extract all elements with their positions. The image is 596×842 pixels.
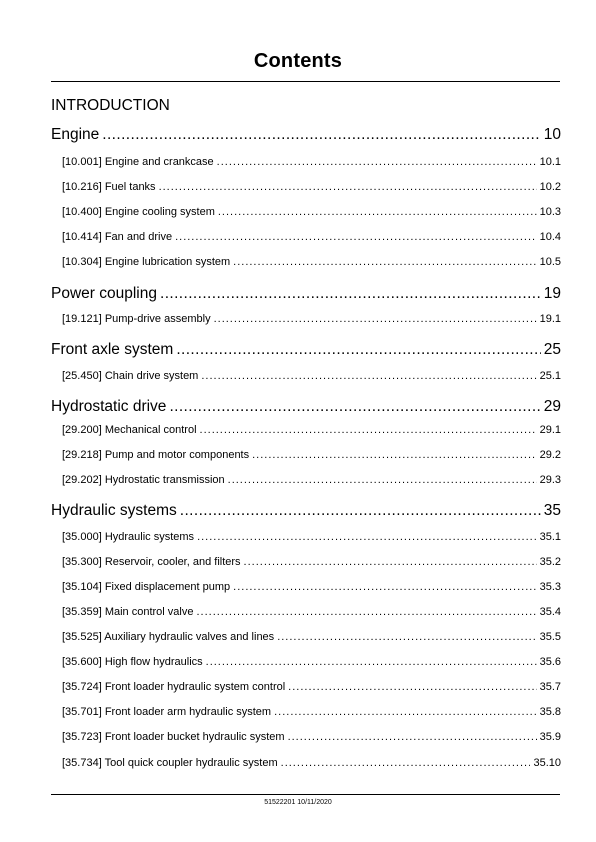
- toc-entry-label: Power coupling: [51, 285, 157, 302]
- toc-entry[interactable]: [62, 370, 561, 382]
- toc-entry-page: 35.9: [539, 731, 561, 743]
- toc-entry-page: 35: [543, 502, 561, 519]
- toc-entry-page: 35.1: [539, 531, 561, 543]
- toc-entry-label: [35.724] Front loader hydraulic system control: [62, 681, 286, 693]
- intro-link[interactable]: INTRODUCTION: [51, 97, 170, 114]
- toc-entry-page: 10: [543, 126, 561, 143]
- toc-entry-label: Hydrostatic drive: [51, 398, 167, 415]
- toc-entry[interactable]: [62, 156, 561, 168]
- toc-entry-page: 29.1: [539, 424, 561, 436]
- dot-leader: [214, 313, 537, 325]
- toc-entry-page: 35.4: [539, 606, 561, 618]
- toc-entry[interactable]: [62, 706, 561, 718]
- dot-leader: [176, 341, 540, 359]
- toc-entry-page: 25.1: [539, 370, 561, 382]
- toc-entry[interactable]: [62, 656, 561, 668]
- toc-entry-label: [10.400] Engine cooling system: [62, 206, 215, 218]
- toc-entry-label: [29.218] Pump and motor components: [62, 449, 250, 461]
- dot-leader: [102, 126, 540, 144]
- toc-entry-label: [35.359] Main control valve: [62, 606, 194, 618]
- dot-leader: [277, 631, 536, 643]
- toc-entry-page: 10.2: [539, 181, 561, 193]
- toc-section[interactable]: [51, 502, 561, 520]
- toc-entry[interactable]: [62, 531, 561, 543]
- toc-entry[interactable]: [62, 449, 561, 461]
- dot-leader: [274, 706, 536, 718]
- toc-entry-page: 35.8: [539, 706, 561, 718]
- toc-entry[interactable]: [62, 757, 561, 769]
- toc-entry[interactable]: [62, 474, 561, 486]
- toc-entry-page: 19: [543, 285, 561, 302]
- dot-leader: [160, 285, 541, 303]
- footer-divider: [51, 794, 560, 795]
- footer-doc-id: 51522201 10/11/2020: [264, 799, 332, 806]
- dot-leader: [169, 398, 540, 416]
- dot-leader: [288, 731, 537, 743]
- toc-entry[interactable]: [62, 424, 561, 436]
- dot-leader: [281, 757, 531, 769]
- toc-entry[interactable]: [62, 731, 561, 743]
- dot-leader: [196, 606, 536, 618]
- toc-entry-page: 10.3: [539, 206, 561, 218]
- dot-leader: [218, 206, 537, 218]
- toc-entry-page: 19.1: [539, 313, 561, 325]
- toc-entry-page: 25: [543, 341, 561, 358]
- dot-leader: [288, 681, 536, 693]
- toc-entry-page: 10.5: [539, 256, 561, 268]
- toc-entry-label: [29.202] Hydrostatic transmission: [62, 474, 225, 486]
- toc-entry-label: [35.600] High flow hydraulics: [62, 656, 203, 668]
- toc-entry-page: 35.3: [539, 581, 561, 593]
- toc-entry-label: [10.001] Engine and crankcase: [62, 156, 214, 168]
- toc-entry-label: Engine: [51, 126, 100, 143]
- dot-leader: [233, 581, 536, 593]
- toc-entry-page: 35.7: [539, 681, 561, 693]
- dot-leader: [244, 556, 537, 568]
- toc-entry[interactable]: [62, 313, 561, 325]
- toc-entry[interactable]: [62, 181, 561, 193]
- dot-leader: [159, 181, 537, 193]
- toc-entry-label: [35.701] Front loader arm hydraulic system: [62, 706, 272, 718]
- toc-section[interactable]: [51, 398, 561, 416]
- dot-leader: [228, 474, 537, 486]
- toc-section[interactable]: [51, 126, 561, 144]
- toc-entry-label: [35.300] Reservoir, cooler, and filters: [62, 556, 241, 568]
- toc-section[interactable]: [51, 341, 561, 359]
- toc-entry-label: Hydraulic systems: [51, 502, 177, 519]
- toc-entry-label: [10.216] Fuel tanks: [62, 181, 156, 193]
- toc-entry-page: 35.6: [539, 656, 561, 668]
- toc-entry[interactable]: [62, 631, 561, 643]
- toc-entry-label: Front axle system: [51, 341, 174, 358]
- toc-entry-label: [35.525] Auxiliary hydraulic valves and lines: [62, 631, 275, 643]
- dot-leader: [252, 449, 536, 461]
- toc-entry-label: [35.000] Hydraulic systems: [62, 531, 195, 543]
- toc-entry[interactable]: [62, 231, 561, 243]
- dot-leader: [180, 502, 541, 520]
- toc-entry-label: [35.734] Tool quick coupler hydraulic system: [62, 757, 278, 769]
- toc-entry-label: [25.450] Chain drive system: [62, 370, 199, 382]
- page-title: Contents: [253, 50, 343, 72]
- toc-entry-label: [19.121] Pump-drive assembly: [62, 313, 211, 325]
- toc-entry[interactable]: [62, 581, 561, 593]
- toc-entry-label: [29.200] Mechanical control: [62, 424, 197, 436]
- toc-entry-page: 10.4: [539, 231, 561, 243]
- dot-leader: [200, 424, 537, 436]
- toc-entry-label: [35.104] Fixed displacement pump: [62, 581, 231, 593]
- toc-entry[interactable]: [62, 556, 561, 568]
- toc-entry-page: 29: [543, 398, 561, 415]
- toc-entry-label: [10.414] Fan and drive: [62, 231, 173, 243]
- toc-entry-page: 35.5: [539, 631, 561, 643]
- toc-entry-page: 35.10: [533, 757, 561, 769]
- toc-entry-page: 10.1: [539, 156, 561, 168]
- dot-leader: [206, 656, 537, 668]
- toc-entry[interactable]: [62, 256, 561, 268]
- dot-leader: [217, 156, 537, 168]
- toc-entry[interactable]: [62, 206, 561, 218]
- dot-leader: [175, 231, 537, 243]
- toc-entry-page: 35.2: [539, 556, 561, 568]
- toc-entry[interactable]: [62, 681, 561, 693]
- toc-entry-page: 29.2: [539, 449, 561, 461]
- toc-entry-page: 29.3: [539, 474, 561, 486]
- dot-leader: [201, 370, 536, 382]
- toc-entry[interactable]: [62, 606, 561, 618]
- toc-entry-label: [10.304] Engine lubrication system: [62, 256, 231, 268]
- toc-entry-label: [35.723] Front loader bucket hydraulic system: [62, 731, 285, 743]
- dot-leader: [197, 531, 537, 543]
- toc-section[interactable]: [51, 285, 561, 303]
- dot-leader: [233, 256, 536, 268]
